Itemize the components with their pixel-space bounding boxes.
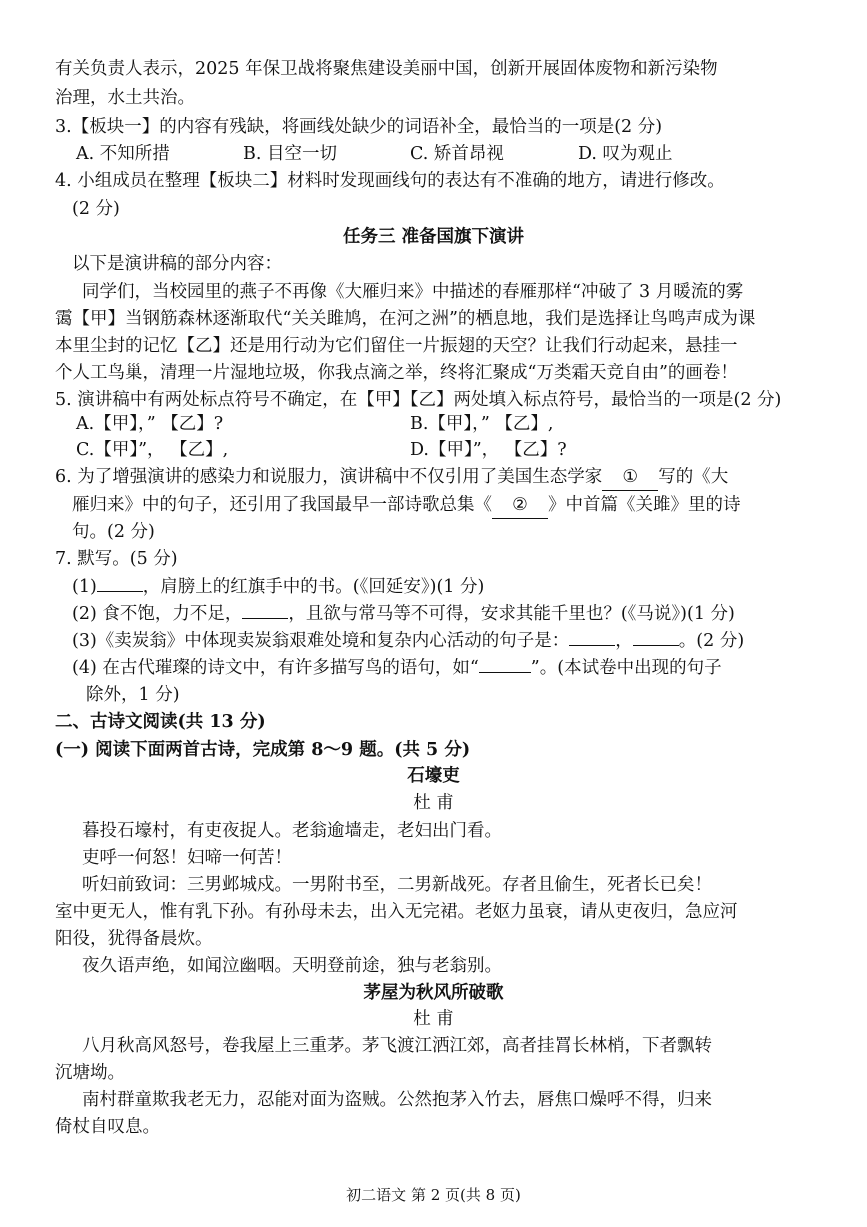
question-7-4 <box>72 655 815 681</box>
question-5: 5. 演讲稿中有两处标点符号不确定，在【甲】【乙】两处填入标点符号，最恰当的一项是(2 分) <box>55 390 782 410</box>
poem-line: 八月秋高风怒号，卷我屋上三重茅。茅飞渡江洒江郊，高者挂罥长林梢，下者飘转 <box>82 1036 712 1056</box>
item-text: (2) 食不饱，力不足， <box>72 604 243 624</box>
text-line: 治理，水土共治。 <box>55 88 195 108</box>
question-7-2 <box>72 601 815 627</box>
item-number: (1) <box>72 577 97 597</box>
q6-text: 6. 为了增强演讲的感染力和说服力，演讲稿中不仅引用了美国生态学家 <box>55 467 603 487</box>
answer-blank <box>569 645 615 646</box>
poem-title: 石壕吏 <box>407 766 460 786</box>
poem-line: 南村群童欺我老无力，忍能对面为盗贼。公然抱茅入竹去，唇焦口燥呼不得，归来 <box>82 1090 712 1110</box>
speech-line: 本里尘封的记忆【乙】还是用行动为它们留住一片振翅的天空？让我们行动起来，悬挂一 <box>55 336 738 356</box>
speech-line: 个人工鸟巢，清理一片湿地垃圾，你我点滴之举，终将汇聚成“万类霜天竞自由”的画卷！ <box>55 363 738 383</box>
option-b: B.【甲】，” 【乙】, <box>410 414 554 434</box>
poem-author: 杜 甫 <box>413 793 454 813</box>
text-line: 有关负责人表示，2025 年保卫战将聚焦建设美丽中国，创新开展固体废物和新污染物 <box>55 59 718 79</box>
answer-blank <box>242 618 288 619</box>
option-c: C.【甲】”， 【乙】, <box>76 440 229 460</box>
item-text: ，肩膀上的红旗手中的书。(《回延安》)(1 分) <box>142 577 485 597</box>
question-7-4-cont: 除外，1 分) <box>86 685 180 705</box>
option-b: B. 目空一切 <box>243 144 337 164</box>
poem-line: 吏呼一何怒！妇啼一何苦！ <box>82 848 292 868</box>
q6-text: 雁归来》中的句子，还引用了我国最早一部诗歌总集《 <box>72 495 492 515</box>
q6-text: 》中首篇《关雎》里的诗 <box>548 495 741 515</box>
answer-blank <box>97 591 143 592</box>
speech-line: 霭【甲】当钢筋森林逐渐取代“关关雎鸠，在河之洲”的栖息地，我们是选择让鸟鸣声成为课 <box>55 309 756 329</box>
poem-line: 夜久语声绝，如闻泣幽咽。天明登前途，独与老翁别。 <box>82 956 502 976</box>
item-text: (4) 在古代璀璨的诗文中，有许多描写鸟的语句，如“ <box>72 658 479 678</box>
option-d: D.【甲】”， 【乙】? <box>410 440 567 460</box>
answer-blank <box>633 645 679 646</box>
question-6-line-2 <box>72 492 815 519</box>
option-a: A. 不知所措 <box>76 144 170 164</box>
question-7: 7. 默写。(5 分) <box>55 549 178 569</box>
question-4: 4. 小组成员在整理【板块二】材料时发现画线句的表达有不准确的地方，请进行修改。 <box>55 171 725 191</box>
option-d: D. 叹为观止 <box>578 144 673 164</box>
poem-author: 杜 甫 <box>413 1009 454 1029</box>
item-text: (3)《卖炭翁》中体现卖炭翁艰难处境和复杂内心活动的句子是： <box>72 631 570 651</box>
poem-line: 室中更无人，惟有乳下孙。有孙母未去，出入无完裙。老妪力虽衰，请从吏夜归，急应河 <box>55 902 738 922</box>
blank-1: ① <box>602 464 658 491</box>
item-text: ， <box>615 631 633 651</box>
item-text: ”。(本试卷中出现的句子 <box>530 658 722 678</box>
poem-line: 阳役，犹得备晨炊。 <box>55 929 213 949</box>
subsection-heading: (一) 阅读下面两首古诗，完成第 8～9 题。(共 5 分) <box>55 740 471 760</box>
intro-line: 以下是演讲稿的部分内容： <box>72 254 282 274</box>
item-text: ，且欲与常马等不可得，安求其能千里也？(《马说》)(1 分) <box>288 604 735 624</box>
option-c: C. 矫首昂视 <box>410 144 504 164</box>
task-heading: 任务三 准备国旗下演讲 <box>342 227 525 247</box>
item-text: 。(2 分) <box>678 631 745 651</box>
question-7-3 <box>72 628 815 654</box>
poem-title: 茅屋为秋风所破歌 <box>363 983 504 1003</box>
page-footer: 初二语文 第 2 页(共 8 页) <box>346 1186 521 1204</box>
question-6-line-3: 句。(2 分) <box>72 522 155 542</box>
answer-blank <box>479 672 531 673</box>
question-6 <box>55 464 815 491</box>
poem-line: 倚杖自叹息。 <box>55 1117 160 1137</box>
q6-text: 写的《大 <box>658 467 729 487</box>
poem-line: 暮投石壕村，有吏夜捉人。老翁逾墙走，老妇出门看。 <box>82 821 502 841</box>
question-4-score: (2 分) <box>72 199 120 219</box>
option-a: A.【甲】，” 【乙】? <box>76 414 224 434</box>
question-7-1 <box>72 574 815 600</box>
speech-line: 同学们，当校园里的燕子不再像《大雁归来》中描述的春雁那样“冲破了 3 月暖流的雾 <box>82 282 744 302</box>
blank-2: ② <box>492 492 548 519</box>
section-heading: 二、古诗文阅读(共 13 分) <box>55 712 266 732</box>
poem-line: 听妇前致词：三男邺城戍。一男附书至，二男新战死。存者且偷生，死者长已矣！ <box>82 875 712 895</box>
poem-line: 沉塘坳。 <box>55 1063 125 1083</box>
question-3: 3.【板块一】的内容有残缺，将画线处缺少的词语补全，最恰当的一项是(2 分) <box>55 117 663 137</box>
